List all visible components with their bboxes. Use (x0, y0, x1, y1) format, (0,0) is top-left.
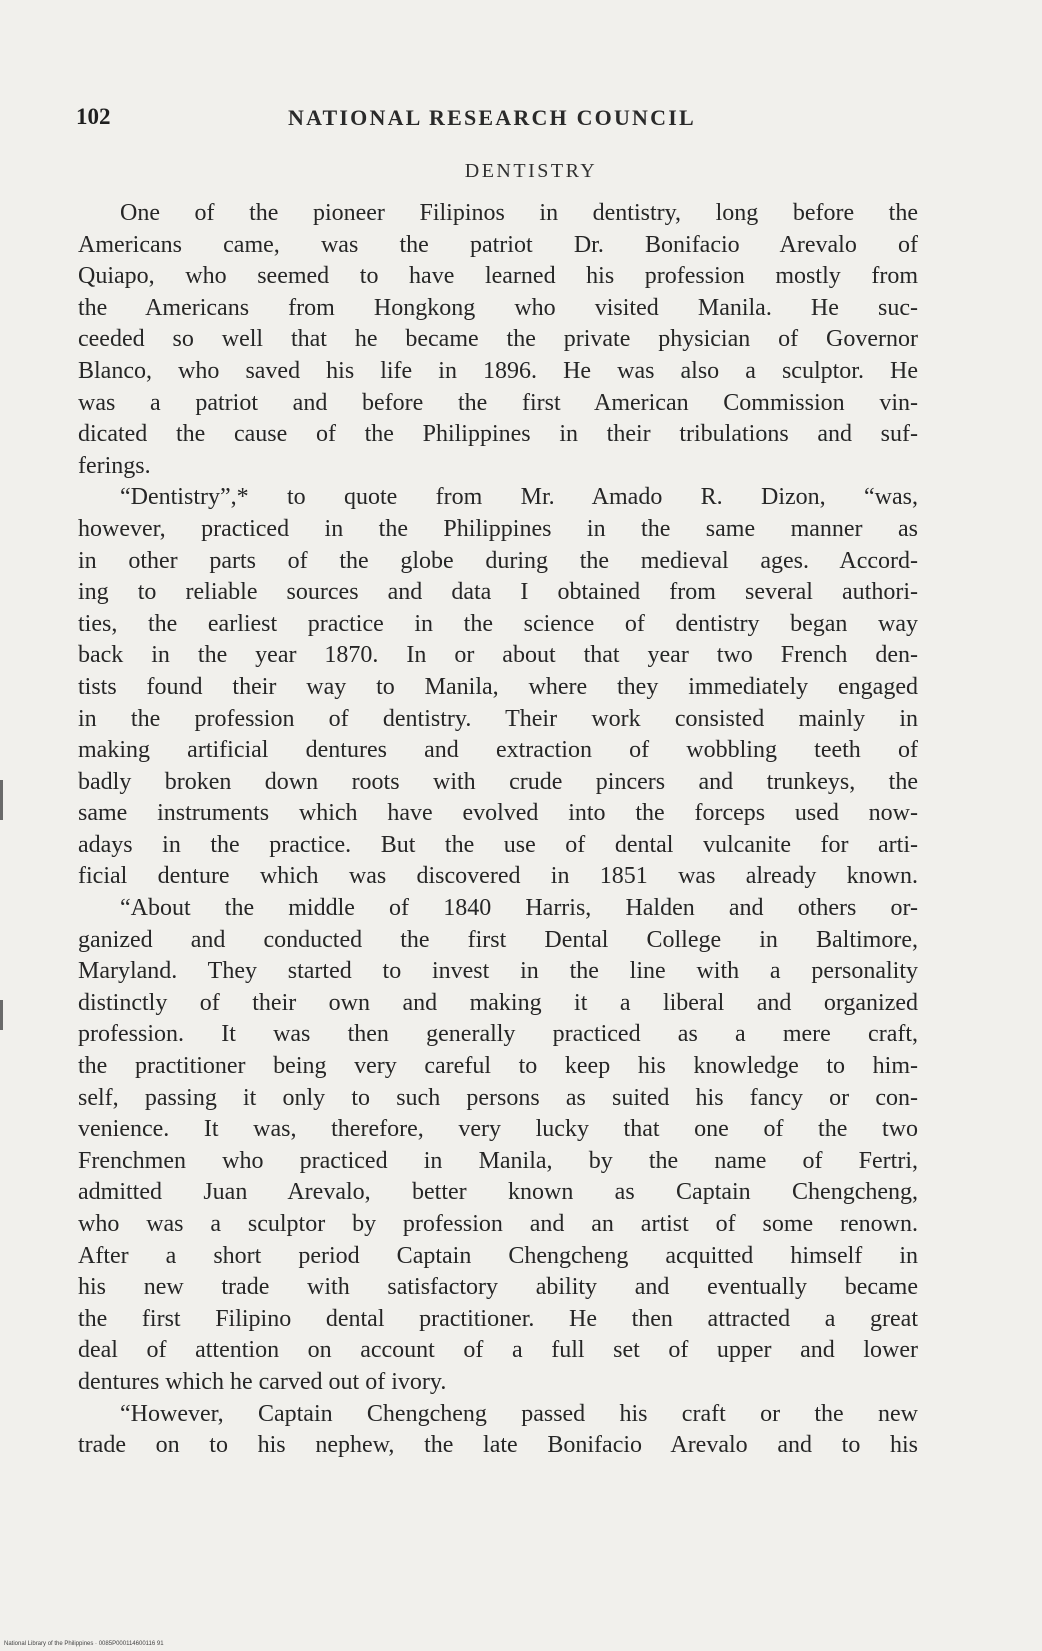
text-line: “About the middle of 1840 Harris, Halden and others or- (120, 895, 918, 922)
text-line: dentures which he carved out of ivory. (78, 1368, 447, 1395)
text-line: distinctly of their own and making it a liberal and organized (78, 989, 918, 1016)
text-line: ing to reliable sources and data I obtained from several authori- (78, 579, 918, 606)
text-line: was a patriot and before the first American Commission vin- (78, 389, 918, 416)
text-line: the practitioner being very careful to keep his knowledge to him- (78, 1053, 918, 1080)
text-line: his new trade with satisfactory ability and eventually became (78, 1274, 918, 1301)
text-line: One of the pioneer Filipinos in dentistry, long before the (120, 200, 918, 226)
text-line: trade on to his nephew, the late Bonifacio Arevalo and to his (78, 1432, 918, 1459)
text-line: dicated the cause of the Philippines in their tribulations and suf- (78, 421, 918, 448)
text-line: deal of attention on account of a full set of upper and lower (78, 1337, 918, 1364)
text-line: badly broken down roots with crude pincers and trunkeys, the (78, 768, 918, 795)
page-header (76, 104, 916, 134)
text-line: same instruments which have evolved into the forceps used now- (78, 800, 918, 827)
scan-edge-mark (0, 780, 3, 820)
text-line: back in the year 1870. In or about that year two French den- (78, 642, 918, 669)
text-line: profession. It was then generally practiced as a mere craft, (78, 1021, 918, 1048)
text-line: ceeded so well that he became the private physician of Governor (78, 326, 918, 353)
text-line: the Americans from Hongkong who visited Manila. He suc- (78, 294, 918, 321)
text-line: Frenchmen who practiced in Manila, by the name of Fertri, (78, 1147, 918, 1174)
section-title: DENTISTRY (464, 160, 598, 182)
text-line: who was a sculptor by profession and an artist of some renown. (78, 1211, 918, 1237)
text-line: ferings. (78, 452, 151, 479)
text-line: Maryland. They started to invest in the line with a personality (78, 958, 918, 985)
text-line: in other parts of the globe during the medieval ages. Accord- (78, 547, 918, 574)
text-line: After a short period Captain Chengcheng acquitted himself in (78, 1242, 918, 1269)
text-line: in the profession of dentistry. Their work consisted mainly in (78, 705, 918, 732)
text-line: making artificial dentures and extraction of wobbling teeth of (78, 737, 918, 764)
text-line: “However, Captain Chengcheng passed his craft or the new (120, 1400, 918, 1427)
text-line: tists found their way to Manila, where they immediately engaged (78, 673, 918, 700)
footer-stamp: National Library of the Philippines · 0085P000114600116 91 (4, 1641, 164, 1647)
text-line: the first Filipino dental practitioner. He then attracted a great (78, 1305, 918, 1332)
page-number: 102 (76, 104, 111, 129)
text-line: venience. It was, therefore, very lucky that one of the two (78, 1116, 918, 1143)
text-line: Quiapo, who seemed to have learned his profession mostly from (78, 263, 918, 290)
text-line: admitted Juan Arevalo, better known as Captain Chengcheng, (78, 1179, 918, 1206)
text-line: “Dentistry”,* to quote from Mr. Amado R. Dizon, “was, (120, 484, 918, 511)
text-line: ganized and conducted the first Dental College in Baltimore, (78, 926, 918, 953)
body-text (78, 198, 918, 1462)
text-line: ficial denture which was discovered in 1851 was already known. (78, 863, 918, 890)
text-line: however, practiced in the Philippines in the same manner as (78, 515, 918, 542)
text-line: Blanco, who saved his life in 1896. He was also a sculptor. He (78, 357, 918, 384)
running-head: NATIONAL RESEARCH COUNCIL (288, 105, 696, 130)
text-line: adays in the practice. But the use of dental vulcanite for arti- (78, 831, 918, 858)
scan-edge-mark (0, 1000, 3, 1030)
text-line: self, passing it only to such persons as suited his fancy or con- (78, 1084, 918, 1111)
text-line: ties, the earliest practice in the science of dentistry began way (78, 610, 918, 637)
text-line: Americans came, was the patriot Dr. Bonifacio Arevalo of (78, 231, 918, 258)
